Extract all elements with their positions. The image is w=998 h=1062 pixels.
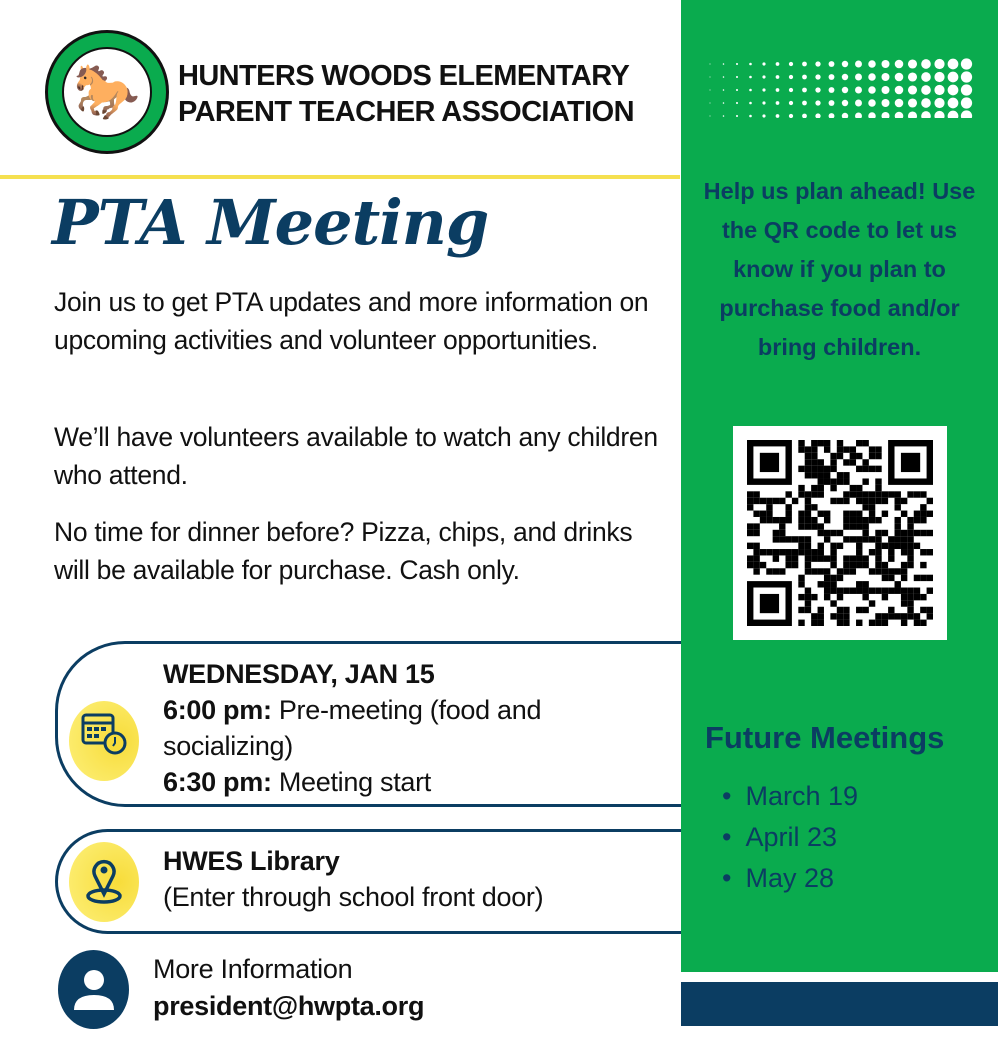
halftone-dot	[868, 86, 875, 93]
halftone-dot	[736, 76, 738, 78]
halftone-dot	[842, 100, 848, 106]
food-paragraph: No time for dinner before? Pizza, chips, and drinks will be available for purchase. Cash only.	[54, 517, 633, 585]
halftone-dot	[829, 61, 835, 67]
halftone-dot	[895, 99, 904, 108]
halftone-dot	[855, 87, 862, 94]
halftone-dot	[908, 98, 917, 107]
halftone-dot	[829, 87, 835, 93]
halftone-dot	[881, 73, 889, 81]
org-name	[178, 58, 634, 130]
halftone-dot	[895, 73, 904, 82]
halftone-dot	[749, 63, 752, 66]
halftone-dot	[895, 60, 904, 69]
halftone-dot	[921, 72, 931, 82]
intro-paragraph: Join us to get PTA updates and more information on upcoming activities and volunteer opportunities.	[54, 287, 649, 355]
halftone-dot	[815, 87, 820, 92]
halftone-dot	[868, 112, 875, 118]
halftone-dot	[736, 102, 738, 104]
premeeting-desc: Pre-meeting (food and socializing)	[163, 695, 542, 761]
halftone-dot	[762, 62, 765, 65]
halftone-dot	[749, 89, 752, 92]
halftone-dot	[842, 113, 848, 118]
location-card	[55, 829, 695, 934]
childcare-paragraph: We’ll have volunteers available to watch any children who attend.	[54, 422, 658, 490]
halftone-dot	[762, 114, 765, 117]
halftone-dot	[908, 72, 917, 81]
halftone-dot	[921, 111, 931, 118]
divider	[0, 175, 680, 179]
halftone-dot	[723, 76, 725, 78]
contact-info	[153, 951, 424, 1025]
halftone-dot	[934, 59, 944, 69]
halftone-dot	[881, 86, 889, 94]
halftone-dot	[868, 60, 875, 67]
org-line-1: HUNTERS WOODS ELEMENTARY	[178, 60, 630, 92]
list-item: • May 28	[722, 858, 858, 899]
halftone-dot	[815, 100, 820, 105]
halftone-dot	[802, 101, 807, 106]
contact-label: More Information	[153, 954, 353, 984]
halftone-dot	[736, 89, 738, 91]
halftone-dot	[948, 85, 959, 96]
schedule-card	[55, 641, 695, 807]
halftone-dot	[802, 62, 807, 67]
halftone-dot	[710, 116, 711, 117]
halftone-dot	[829, 113, 835, 118]
future-meetings-list	[722, 776, 858, 899]
halftone-dot	[776, 75, 780, 79]
halftone-dot	[829, 100, 835, 106]
halftone-dot	[842, 87, 848, 93]
halftone-dot	[723, 115, 725, 117]
halftone-dot	[934, 85, 944, 95]
halftone-dot	[855, 100, 862, 107]
list-item: • March 19	[722, 776, 858, 817]
halftone-dot	[789, 101, 793, 105]
halftone-dot	[802, 75, 807, 80]
location-text	[163, 843, 543, 915]
halftone-dot	[948, 59, 959, 70]
halftone-dot	[789, 75, 793, 79]
premeeting-time: 6:00 pm:	[163, 695, 272, 725]
halftone-dot	[710, 64, 711, 65]
halftone-dot	[961, 97, 972, 108]
halftone-dot	[710, 90, 711, 91]
qr-code-pattern	[747, 440, 933, 626]
halftone-dot	[948, 72, 959, 83]
halftone-dot	[749, 115, 752, 118]
person-icon	[58, 950, 129, 1029]
halftone-dot	[868, 73, 875, 80]
halftone-dot	[921, 98, 931, 108]
halftone-dot	[710, 77, 711, 78]
contact-email[interactable]: president@hwpta.org	[153, 991, 425, 1021]
org-line-2: PARENT TEACHER ASSOCIATION	[178, 96, 634, 128]
halftone-dot	[815, 74, 820, 79]
schedule-text	[163, 656, 643, 800]
list-item: • April 23	[722, 817, 858, 858]
halftone-dot	[921, 85, 931, 95]
halftone-dot	[723, 102, 725, 104]
halftone-dot	[815, 61, 820, 66]
halftone-dot	[868, 99, 875, 106]
halftone-dot	[736, 115, 738, 117]
halftone-dot	[815, 113, 820, 118]
location-name: HWES Library	[163, 846, 340, 876]
halftone-dot	[908, 85, 917, 94]
page-title: PTA Meeting	[52, 186, 489, 259]
halftone-dot	[723, 89, 725, 91]
halftone-dot	[934, 72, 944, 82]
halftone-dot	[776, 62, 780, 66]
halftone-dots-decoration	[705, 58, 980, 118]
halftone-dot	[842, 61, 848, 67]
halftone-dot	[776, 114, 780, 118]
halftone-dot	[749, 102, 752, 105]
halftone-dot	[961, 84, 972, 95]
halftone-dot	[789, 62, 793, 66]
qr-code[interactable]	[733, 426, 947, 640]
halftone-dot	[961, 71, 972, 82]
location-note: (Enter through school front door)	[163, 882, 544, 912]
halftone-dot	[948, 98, 959, 109]
halftone-dot	[762, 75, 765, 78]
school-logo	[45, 30, 169, 154]
halftone-dot	[749, 76, 752, 79]
halftone-dot	[881, 60, 889, 68]
halftone-dot	[789, 114, 793, 118]
halftone-dot	[961, 110, 972, 118]
halftone-dot	[802, 114, 807, 118]
halftone-dot	[829, 74, 835, 80]
halftone-dot	[855, 61, 862, 68]
halftone-dot	[921, 59, 931, 69]
halftone-dot	[710, 103, 711, 104]
meeting-time: 6:30 pm:	[163, 767, 272, 797]
halftone-dot	[855, 74, 862, 81]
meeting-desc: Meeting start	[271, 767, 432, 797]
halftone-dot	[881, 99, 889, 107]
horse-icon: 🐎	[62, 47, 152, 137]
halftone-dot	[961, 58, 972, 69]
halftone-dot	[855, 113, 862, 118]
halftone-dot	[948, 111, 959, 118]
halftone-dot	[895, 112, 904, 118]
halftone-dot	[908, 111, 917, 118]
halftone-dot	[762, 101, 765, 104]
meeting-date: WEDNESDAY, JAN 15	[163, 659, 435, 689]
halftone-dot	[934, 111, 944, 118]
footer-bar	[681, 982, 998, 1026]
halftone-dot	[842, 74, 848, 80]
qr-help-text: Help us plan ahead! Use the QR code to let us know if you plan to purchase food and/or bring children.	[703, 178, 976, 360]
calendar-clock-icon	[69, 701, 139, 781]
location-pin-icon	[69, 842, 139, 922]
future-meetings-title: Future Meetings	[705, 720, 945, 755]
halftone-dot	[736, 63, 738, 65]
halftone-dot	[776, 101, 780, 105]
halftone-dot	[895, 86, 904, 95]
halftone-dot	[802, 88, 807, 93]
halftone-dot	[881, 112, 889, 118]
halftone-dot	[789, 88, 793, 92]
halftone-dot	[762, 88, 765, 91]
halftone-dot	[934, 98, 944, 108]
halftone-dot	[776, 88, 780, 92]
halftone-dot	[723, 63, 725, 65]
halftone-dot	[908, 59, 917, 68]
